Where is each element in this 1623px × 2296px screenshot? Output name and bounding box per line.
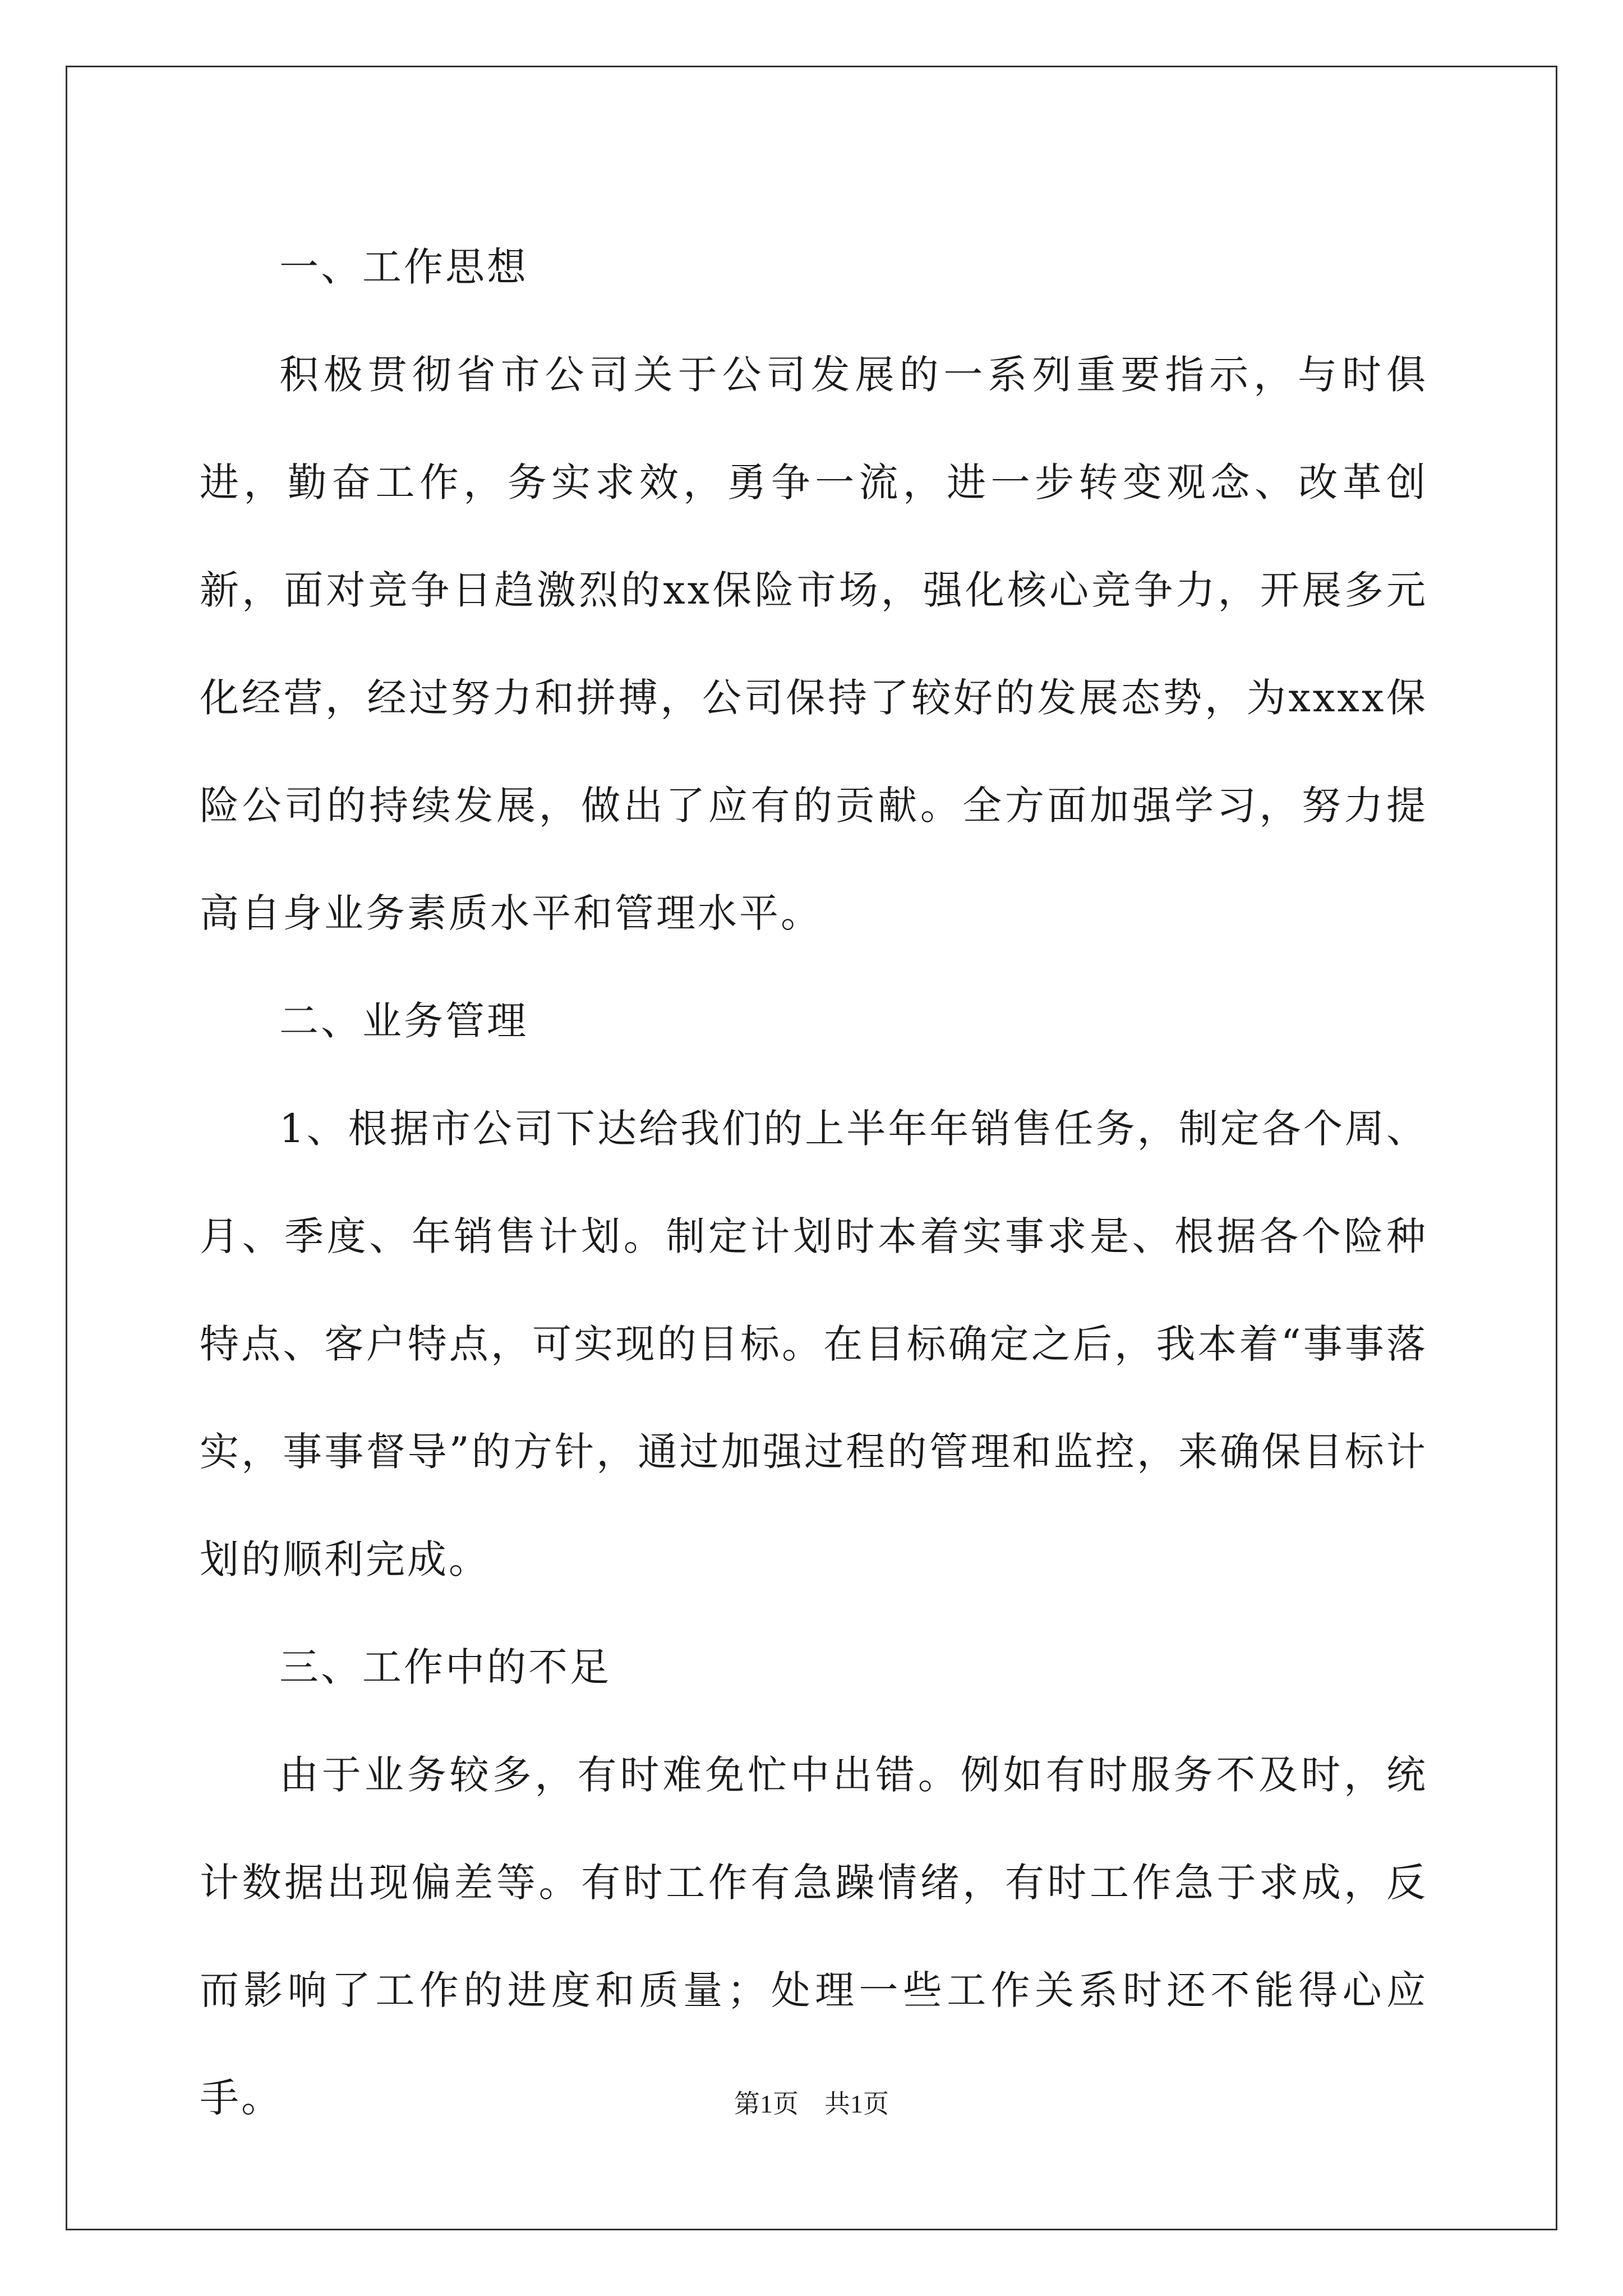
section-heading-business-management: 二、业务管理 <box>279 998 528 1044</box>
paragraph-shortcomings: 由于业务较多，有时难免忙中出错。例如有时服务不及时，统计数据出现偏差等。有时工作有急躁情绪，有时工作急于求成，反而影响了工作的进度和质量；处理一些工作关系时还不能得心应手。 <box>200 1752 1428 2121</box>
page-footer <box>0 2083 1623 2120</box>
paragraph-business-management: 1、根据市公司下达给我们的上半年年销售任务，制定各个周、月、季度、年销售计划。制定计划时本着实事求是、根据各个险种特点、客户特点，可实现的目标。在目标确定之后，我本着“事事落实，事事督导”的方针，通过加强过程的管理和监控，来确保目标计划的顺利完成。 <box>200 1106 1428 1582</box>
paragraph-work-thought: 积极贯彻省市公司关于公司发展的一系列重要指示，与时俱进，勤奋工作，务实求效，勇争一流，进一步转变观念、改革创新，面对竞争日趋激烈的xx保险市场，强化核心竞争力，开展多元化经营，经过努力和拼搏，公司保持了较好的发展态势，为xxxx保险公司的持续发展，做出了应有的贡献。全方面加强学习，努力提高自身业务素质水平和管理水平。 <box>200 352 1428 936</box>
page-number-total: 共1页 <box>824 2090 889 2118</box>
document-body <box>200 213 1428 2152</box>
page-number-current: 第1页 <box>734 2090 799 2118</box>
section-heading-shortcomings: 三、工作中的不足 <box>279 1644 611 1690</box>
section-heading-work-thought: 一、工作思想 <box>279 244 528 290</box>
